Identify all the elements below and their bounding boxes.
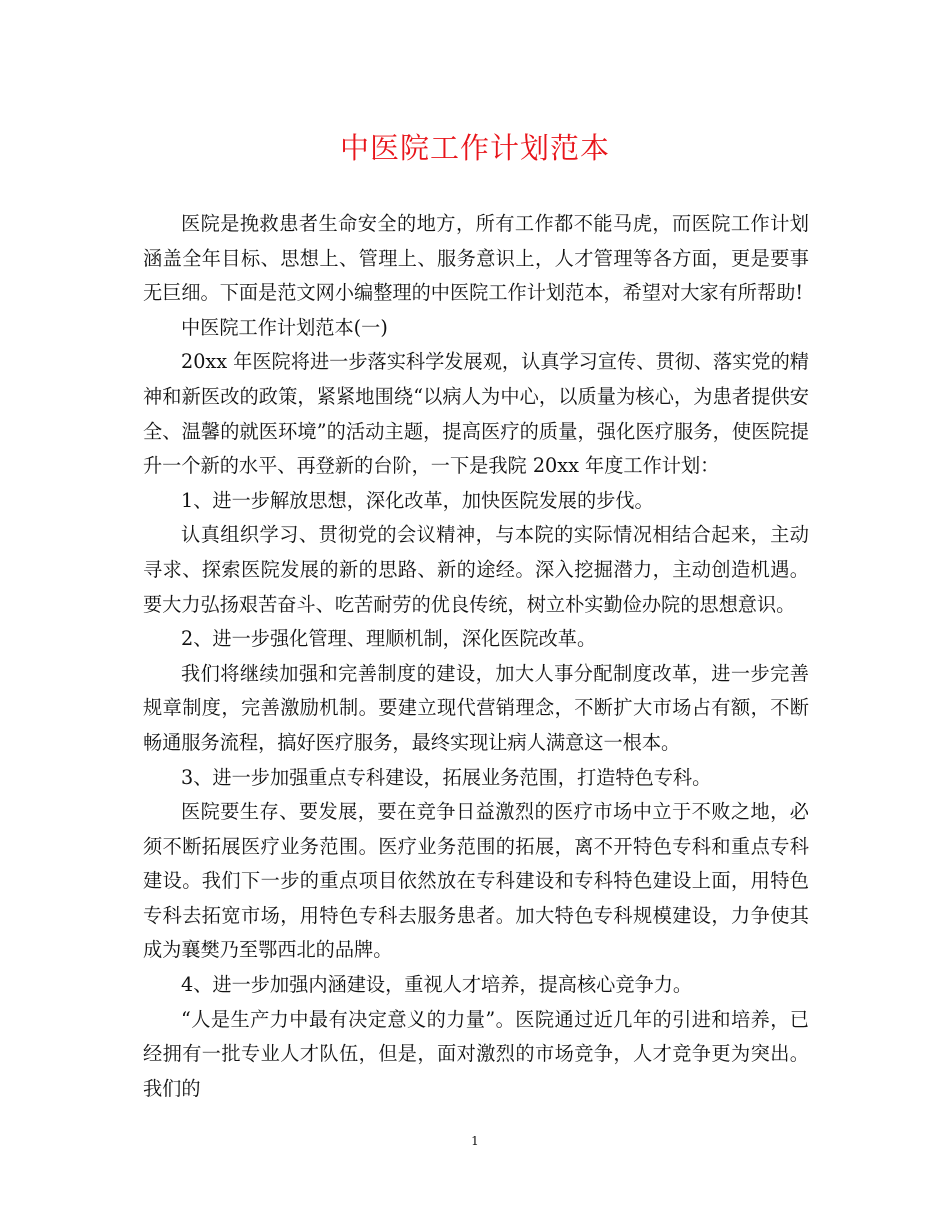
body-paragraph: 20xx 年医院将进一步落实科学发展观，认真学习宣传、贯彻、落实党的精神和新医改的政策，紧紧地围绕“以病人为中心，以质量为核心，为患者提供安全、温馨的就医环境”的活动主题，提高医疗的质量，强化医疗服务，使医院提升一个新的水平、再登新的台阶，一下是我院 20xx 年度工作计划： [143, 350, 809, 478]
document-title: 中医院工作计划范本 [339, 131, 610, 165]
intro-paragraph: 医院是挽救患者生命安全的地方，所有工作都不能马虎，而医院工作计划涵盖全年目标、思想上、管理上、服务意识上，人才管理等各方面，更是要事无巨细。下面是范文网小编整理的中医院工作计划范本，希望对大家有所帮助! [143, 212, 809, 305]
item-heading: 2、进一步强化管理、理顺机制，深化医院改革。 [181, 627, 597, 651]
section-heading: 中医院工作计划范本(一) [181, 315, 388, 339]
body-paragraph: 认真组织学习、贯彻党的会议精神，与本院的实际情况相结合起来，主动寻求、探索医院发展的新的思路、新的途经。深入挖掘潜力，主动创造机遇。要大力弘扬艰苦奋斗、吃苦耐劳的优良传统，树立朴实勤俭办院的思想意识。 [143, 523, 809, 616]
item-heading: 1、进一步解放思想，深化改革，加快医院发展的步伐。 [181, 488, 654, 512]
body-paragraph: 我们将继续加强和完善制度的建设，加大人事分配制度改革，进一步完善规章制度，完善激励机制。要建立现代营销理念，不断扩大市场占有额，不断畅通服务流程，搞好医疗服务，最终实现让病人满意这一根本。 [143, 661, 809, 754]
body-paragraph: “人是生产力中最有决定意义的力量”。医院通过近几年的引进和培养，已经拥有一批专业人才队伍，但是，面对激烈的市场竞争，人才竞争更为突出。我们的 [143, 1007, 809, 1100]
page-number: 1 [471, 1134, 479, 1148]
item-heading: 4、进一步加强内涵建设，重视人才培养，提高核心竞争力。 [181, 973, 693, 997]
item-heading: 3、进一步加强重点专科建设，拓展业务范围，打造特色专科。 [181, 765, 712, 789]
body-paragraph: 医院要生存、要发展，要在竞争日益激烈的医疗市场中立于不败之地，必须不断拓展医疗业务范围。医疗业务范围的拓展，离不开特色专科和重点专科建设。我们下一步的重点项目依然放在专科建设和专科特色建设上面，用特色专科去拓宽市场，用特色专科去服务患者。加大特色专科规模建设，力争使其成为襄樊乃至鄂西北的品牌。 [143, 800, 809, 962]
document-body [143, 207, 809, 1106]
